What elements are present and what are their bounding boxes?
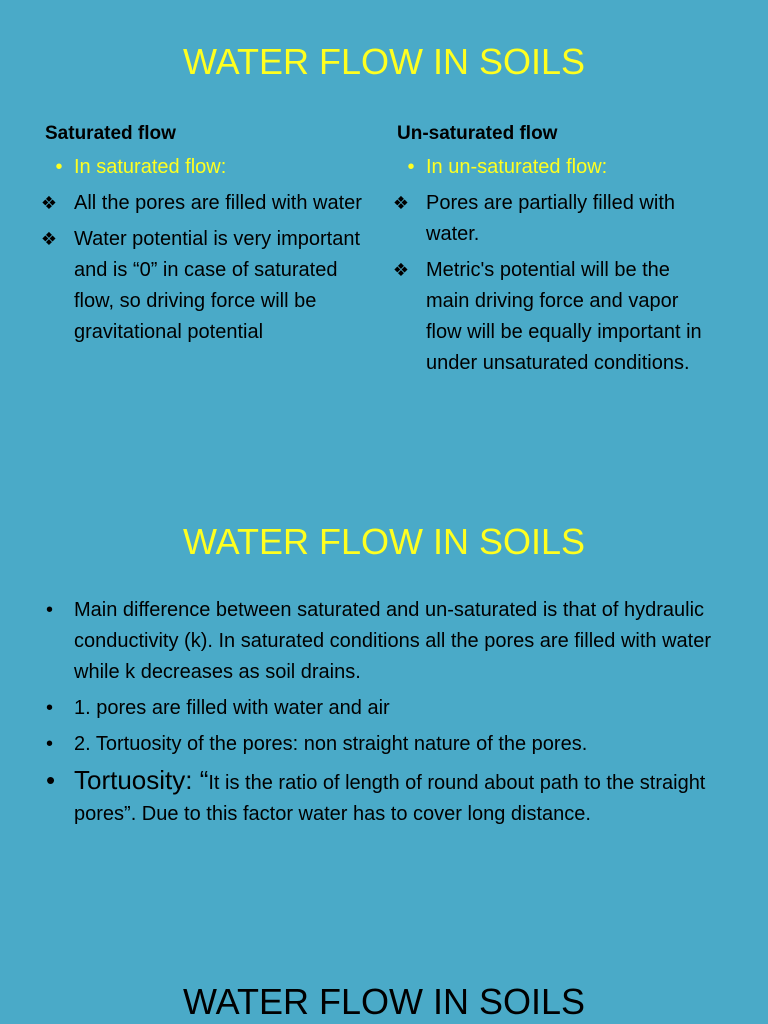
saturated-point-2: ❖ Water potential is very important and is “0” in case of saturated flow, so driving force will be gravitational potential bbox=[36, 224, 376, 348]
saturated-intro: • In saturated flow: bbox=[36, 152, 376, 183]
bullet-dot-icon: • bbox=[407, 156, 415, 178]
diamond-bullet-icon: ❖ bbox=[40, 193, 58, 213]
bullet-dot-icon: • bbox=[46, 697, 54, 719]
diamond-bullet-icon: ❖ bbox=[392, 193, 410, 213]
tortuosity-term: Tortuosity: “ bbox=[74, 765, 209, 795]
bullet-dot-icon: • bbox=[46, 599, 54, 621]
saturated-column bbox=[36, 120, 376, 348]
saturated-point-1: ❖ All the pores are filled with water bbox=[36, 188, 376, 219]
saturated-heading: Saturated flow bbox=[45, 123, 176, 144]
unsaturated-point-2: ❖ Metric's potential will be the main driving force and vapor flow will be equally important in under unsaturated conditions. bbox=[388, 255, 718, 379]
unsaturated-intro: • In un-saturated flow: bbox=[388, 152, 718, 183]
unsaturated-heading: Un-saturated flow bbox=[397, 123, 558, 144]
unsaturated-point-1: ❖ Pores are partially filled with water. bbox=[388, 188, 718, 250]
list-item: • Main difference between saturated and un-saturated is that of hydraulic conductivity (k). In saturated conditions all the pores are filled with water while k decreases as soil drains. bbox=[44, 595, 734, 688]
list-item: • 1. pores are filled with water and air bbox=[44, 693, 734, 724]
bullet-dot-icon: • bbox=[46, 765, 56, 795]
unsaturated-column bbox=[388, 120, 718, 379]
bullet-dot-icon: • bbox=[55, 156, 63, 178]
slide2-title: WATER FLOW IN SOILS bbox=[182, 521, 586, 562]
list-item: • 2. Tortuosity of the pores: non straight nature of the pores. bbox=[44, 729, 734, 760]
slide2-bullet-list bbox=[44, 595, 734, 835]
tortuosity-definition: It is the ratio of length of round about path to the straight pores”. Due to this factor water has to cover long distance. bbox=[74, 772, 706, 825]
bullet-dot-icon: • bbox=[46, 733, 54, 755]
slide3-title: WATER FLOW IN SOILS bbox=[182, 981, 586, 1022]
slide1-title: WATER FLOW IN SOILS bbox=[182, 41, 586, 82]
diamond-bullet-icon: ❖ bbox=[392, 260, 410, 280]
tortuosity-item bbox=[44, 765, 734, 830]
diamond-bullet-icon: ❖ bbox=[40, 229, 58, 249]
